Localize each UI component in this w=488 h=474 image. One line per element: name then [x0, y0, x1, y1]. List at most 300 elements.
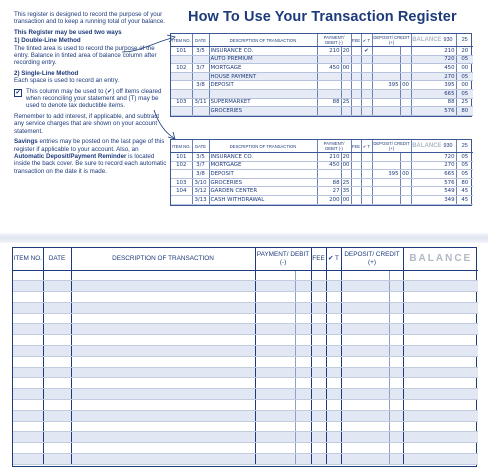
- payment-cents-cell[interactable]: [295, 421, 311, 432]
- balance-cell[interactable]: [403, 443, 478, 454]
- deposit-cents-cell: [400, 72, 411, 81]
- payment-cents-cell: [341, 81, 351, 90]
- check-cell[interactable]: [326, 313, 341, 324]
- date-cell[interactable]: [43, 454, 71, 465]
- item-no-cell[interactable]: [13, 378, 43, 389]
- balance-cell[interactable]: [403, 410, 478, 421]
- check-cell: [361, 170, 372, 179]
- check-cell: [361, 72, 372, 81]
- fee-cell[interactable]: [311, 421, 326, 432]
- payment-cell[interactable]: [255, 367, 295, 378]
- payment-cell[interactable]: [255, 346, 295, 357]
- deposit-cell[interactable]: [341, 432, 389, 443]
- register-row[interactable]: [13, 302, 478, 313]
- fee-cell[interactable]: [311, 454, 326, 465]
- payment-cell: [317, 81, 341, 90]
- item-no-cell[interactable]: [13, 302, 43, 313]
- fee-cell[interactable]: [311, 281, 326, 292]
- item-no-cell[interactable]: [13, 270, 43, 281]
- item-no-cell[interactable]: [13, 335, 43, 346]
- date-cell[interactable]: [43, 400, 71, 411]
- description-cell[interactable]: [71, 378, 255, 389]
- description-cell[interactable]: [71, 270, 255, 281]
- payment-cell[interactable]: [255, 335, 295, 346]
- fee-cell: [351, 153, 361, 162]
- check-cell[interactable]: [326, 378, 341, 389]
- balance-cell: 665: [411, 89, 456, 98]
- description-cell: INSURANCE CO.: [209, 153, 317, 162]
- balance-cell: 450: [411, 64, 456, 73]
- check-cell[interactable]: [326, 356, 341, 367]
- deposit-cents-cell: [400, 153, 411, 162]
- payment-cents-cell[interactable]: [295, 400, 311, 411]
- deposit-cell[interactable]: [341, 400, 389, 411]
- balance-cell[interactable]: [403, 432, 478, 443]
- header-balance-cents: 25: [456, 34, 473, 47]
- payment-cell[interactable]: [255, 389, 295, 400]
- fee-cell[interactable]: [311, 356, 326, 367]
- fee-cell[interactable]: [311, 410, 326, 421]
- item-no-cell[interactable]: [13, 400, 43, 411]
- payment-cell: 27: [317, 187, 341, 196]
- register-row[interactable]: [13, 324, 478, 335]
- deposit-cents-cell: [400, 98, 411, 107]
- item-no-cell: 101: [171, 153, 192, 162]
- item-no-cell: [171, 72, 192, 81]
- description-cell[interactable]: [71, 443, 255, 454]
- deposit-cell[interactable]: [341, 454, 389, 465]
- date-cell[interactable]: [43, 292, 71, 303]
- table-row: [171, 89, 473, 98]
- deposit-cell[interactable]: [341, 346, 389, 357]
- date-cell[interactable]: [43, 378, 71, 389]
- balance-cents-cell: 00: [456, 81, 473, 90]
- deposit-cents-cell[interactable]: [389, 346, 403, 357]
- table-row: [171, 170, 473, 179]
- balance-cell[interactable]: [403, 400, 478, 411]
- item-no-cell: 102: [171, 161, 192, 170]
- payment-cell: [317, 72, 341, 81]
- header-payment: PAYMENT/ DEBIT (-): [317, 34, 351, 47]
- register-row[interactable]: [13, 356, 478, 367]
- payment-cell[interactable]: [255, 378, 295, 389]
- example-table-1: [171, 34, 473, 116]
- item-no-cell: 102: [171, 64, 192, 73]
- page-title: How To Use Your Transaction Register: [188, 9, 457, 25]
- description-cell[interactable]: [71, 346, 255, 357]
- payment-cents-cell[interactable]: [295, 346, 311, 357]
- balance-cell[interactable]: [403, 313, 478, 324]
- register-row[interactable]: [13, 389, 478, 400]
- description-cell[interactable]: [71, 356, 255, 367]
- date-cell[interactable]: [43, 313, 71, 324]
- deposit-cell[interactable]: [341, 367, 389, 378]
- deposit-cents-cell: [400, 89, 411, 98]
- register-row[interactable]: [13, 281, 478, 292]
- fee-cell: [351, 98, 361, 107]
- fee-cell[interactable]: [311, 400, 326, 411]
- balance-cell[interactable]: [403, 356, 478, 367]
- item-no-cell[interactable]: [13, 292, 43, 303]
- date-cell[interactable]: [43, 443, 71, 454]
- description-cell[interactable]: [71, 389, 255, 400]
- balance-cents-cell: 00: [456, 64, 473, 73]
- register-row[interactable]: [13, 346, 478, 357]
- fee-cell[interactable]: [311, 443, 326, 454]
- description-cell[interactable]: [71, 432, 255, 443]
- fee-cell[interactable]: [311, 324, 326, 335]
- balance-cell[interactable]: [403, 367, 478, 378]
- deposit-cell: [372, 107, 400, 116]
- fee-cell[interactable]: [311, 367, 326, 378]
- payment-cents-cell[interactable]: [295, 281, 311, 292]
- deposit-cents-cell[interactable]: [389, 389, 403, 400]
- check-cell: [361, 107, 372, 116]
- check-cell: [361, 195, 372, 204]
- item-no-cell: [171, 81, 192, 90]
- payment-cents-cell[interactable]: [295, 443, 311, 454]
- item-no-cell[interactable]: [13, 281, 43, 292]
- check-cell[interactable]: [326, 432, 341, 443]
- date-cell[interactable]: [43, 335, 71, 346]
- description-cell[interactable]: [71, 292, 255, 303]
- deposit-cell[interactable]: [341, 356, 389, 367]
- checkmark-icon: ✔: [15, 89, 21, 96]
- fee-cell: [351, 72, 361, 81]
- date-cell: 3/7: [192, 64, 209, 73]
- deposit-cell[interactable]: [341, 443, 389, 454]
- double-line-text: The tinted area is used to record the purpose of the entry. Balance in tinted area of balance column after recording entry.: [14, 44, 157, 67]
- item-no-cell[interactable]: [13, 346, 43, 357]
- check-cell[interactable]: [326, 292, 341, 303]
- payment-cell[interactable]: [255, 292, 295, 303]
- deposit-cell: [372, 64, 400, 73]
- check-cell[interactable]: [326, 389, 341, 400]
- item-no-cell[interactable]: [13, 324, 43, 335]
- payment-cell: [317, 107, 341, 116]
- register-row[interactable]: [13, 421, 478, 432]
- register-row[interactable]: [13, 443, 478, 454]
- description-cell[interactable]: [71, 400, 255, 411]
- date-cell: 3/7: [192, 161, 209, 170]
- payment-cents-cell[interactable]: [295, 270, 311, 281]
- date-cell[interactable]: [43, 410, 71, 421]
- payment-cell: 200: [317, 195, 341, 204]
- header-date: DATE: [192, 140, 209, 153]
- fee-cell[interactable]: [311, 270, 326, 281]
- date-cell: [192, 55, 209, 64]
- register-row[interactable]: [13, 432, 478, 443]
- date-cell[interactable]: [43, 356, 71, 367]
- payment-cell[interactable]: [255, 454, 295, 465]
- fee-cell: [351, 89, 361, 98]
- deposit-cell: [372, 187, 400, 196]
- payment-cell[interactable]: [255, 302, 295, 313]
- check-cell: ✔: [361, 47, 372, 56]
- payment-cell[interactable]: [255, 421, 295, 432]
- description-cell: AUTO PREMIUM: [209, 55, 317, 64]
- item-no-cell[interactable]: [13, 313, 43, 324]
- payment-cell[interactable]: [255, 432, 295, 443]
- description-cell[interactable]: [71, 302, 255, 313]
- balance-cents-cell: 05: [456, 153, 473, 162]
- payment-cell: [317, 170, 341, 179]
- deposit-cents-cell[interactable]: [389, 313, 403, 324]
- deposit-cell[interactable]: [341, 313, 389, 324]
- deposit-cell[interactable]: [341, 302, 389, 313]
- check-cell[interactable]: [326, 270, 341, 281]
- description-cell[interactable]: [71, 454, 255, 465]
- register-row[interactable]: [13, 367, 478, 378]
- payment-cents-cell[interactable]: [295, 454, 311, 465]
- check-cell[interactable]: [326, 410, 341, 421]
- deposit-cents-cell[interactable]: [389, 270, 403, 281]
- description-cell[interactable]: [71, 335, 255, 346]
- description-cell: SUPERMARKET: [209, 98, 317, 107]
- item-no-cell[interactable]: [13, 421, 43, 432]
- deposit-cents-cell: [400, 178, 411, 187]
- balance-cents-cell: 20: [456, 47, 473, 56]
- header-item-no: ITEM NO.: [171, 34, 192, 47]
- deposit-cell[interactable]: [341, 281, 389, 292]
- check-cell[interactable]: [326, 443, 341, 454]
- balance-cell: 270: [411, 72, 456, 81]
- balance-cell[interactable]: [403, 302, 478, 313]
- description-cell[interactable]: [71, 281, 255, 292]
- balance-cell: 349: [411, 195, 456, 204]
- register-row[interactable]: [13, 292, 478, 303]
- register-table: [13, 248, 478, 465]
- deposit-cents-cell[interactable]: [389, 432, 403, 443]
- balance-cents-cell: 80: [456, 107, 473, 116]
- register-row[interactable]: [13, 410, 478, 421]
- check-cell[interactable]: [326, 346, 341, 357]
- date-cell[interactable]: [43, 389, 71, 400]
- date-cell: [192, 107, 209, 116]
- payment-cents-cell[interactable]: [295, 313, 311, 324]
- payment-cell[interactable]: [255, 324, 295, 335]
- check-cell[interactable]: [326, 421, 341, 432]
- payment-cents-cell[interactable]: [295, 367, 311, 378]
- deposit-cell[interactable]: [341, 335, 389, 346]
- fee-cell[interactable]: [311, 432, 326, 443]
- payment-cents-cell[interactable]: [295, 378, 311, 389]
- header-payment: PAYMENT/ DEBIT (-): [317, 140, 351, 153]
- payment-cell[interactable]: [255, 443, 295, 454]
- deposit-cents-cell[interactable]: [389, 292, 403, 303]
- deposit-cell[interactable]: [341, 389, 389, 400]
- table-row: [171, 47, 473, 56]
- date-cell[interactable]: [43, 346, 71, 357]
- balance-cell[interactable]: [403, 335, 478, 346]
- date-cell[interactable]: [43, 367, 71, 378]
- payment-cents-cell[interactable]: [295, 335, 311, 346]
- date-cell[interactable]: [43, 324, 71, 335]
- fee-cell: [351, 195, 361, 204]
- date-cell[interactable]: [43, 281, 71, 292]
- balance-cell[interactable]: [403, 421, 478, 432]
- table-row: [171, 161, 473, 170]
- payment-cents-cell: 35: [342, 188, 350, 195]
- balance-cell[interactable]: [403, 292, 478, 303]
- check-cell[interactable]: [326, 302, 341, 313]
- description-cell[interactable]: [71, 367, 255, 378]
- balance-cell[interactable]: [403, 324, 478, 335]
- balance-cents-cell: 25: [456, 98, 473, 107]
- payment-cents-cell[interactable]: [295, 432, 311, 443]
- payment-cents-cell: 20: [342, 47, 350, 54]
- item-no-cell[interactable]: [13, 389, 43, 400]
- arrow-icon: [120, 32, 178, 54]
- check-cell[interactable]: [326, 400, 341, 411]
- register-row[interactable]: [13, 335, 478, 346]
- date-cell: 3/11: [192, 98, 209, 107]
- table-row: [171, 81, 473, 90]
- payment-cents-cell[interactable]: [295, 292, 311, 303]
- balance-cell[interactable]: [403, 378, 478, 389]
- date-cell[interactable]: [43, 432, 71, 443]
- deposit-cents-cell[interactable]: [389, 302, 403, 313]
- check-cell: [361, 98, 372, 107]
- fee-cell[interactable]: [311, 389, 326, 400]
- date-cell: 3/13: [192, 195, 209, 204]
- header-balance: BALANCE 930: [411, 140, 456, 153]
- balance-cents-cell: 05: [456, 72, 473, 81]
- description-cell[interactable]: [71, 410, 255, 421]
- fee-cell: [351, 47, 361, 56]
- payment-cell[interactable]: [255, 270, 295, 281]
- check-cell[interactable]: [326, 454, 341, 465]
- check-cell: [361, 64, 372, 73]
- balance-cell[interactable]: [403, 346, 478, 357]
- payment-cents-cell: [341, 72, 351, 81]
- deposit-cents-cell[interactable]: [389, 400, 403, 411]
- payment-cents-cell: 00: [342, 162, 350, 169]
- fee-cell[interactable]: [311, 335, 326, 346]
- table-row: [171, 195, 473, 204]
- register-row[interactable]: [13, 313, 478, 324]
- deposit-cents-cell[interactable]: [389, 367, 403, 378]
- fee-cell[interactable]: [311, 378, 326, 389]
- payment-cell[interactable]: [255, 410, 295, 421]
- balance-cell[interactable]: [403, 281, 478, 292]
- register-row[interactable]: [13, 378, 478, 389]
- deposit-cents-cell[interactable]: [389, 324, 403, 335]
- deposit-cents-cell[interactable]: [389, 454, 403, 465]
- deposit-cents-cell: [400, 55, 411, 64]
- item-no-cell[interactable]: [13, 443, 43, 454]
- deposit-cell[interactable]: [341, 378, 389, 389]
- table-row: [171, 72, 473, 81]
- register-row[interactable]: [13, 400, 478, 411]
- item-no-cell[interactable]: [13, 454, 43, 465]
- payment-cents-cell[interactable]: [295, 302, 311, 313]
- payment-cell[interactable]: [255, 313, 295, 324]
- header-payment: PAYMENT/ DEBIT (-): [255, 248, 311, 270]
- fee-cell: [351, 161, 361, 170]
- balance-cents-cell: 80: [456, 178, 473, 187]
- table-row: [171, 153, 473, 162]
- description-cell[interactable]: [71, 421, 255, 432]
- deposit-cell: [372, 153, 400, 162]
- register-row[interactable]: [13, 270, 478, 281]
- date-cell[interactable]: [43, 302, 71, 313]
- intro-paragraph: This register is designed to record the purpose of your transaction and to keep a running total of your balance.: [14, 11, 166, 26]
- description-cell: GARDEN CENTER: [209, 187, 317, 196]
- balance-cell: 88: [411, 98, 456, 107]
- fee-cell[interactable]: [311, 302, 326, 313]
- description-cell: INSURANCE CO.: [209, 47, 317, 56]
- description-cell: CASH WITHDRAWAL: [209, 195, 317, 204]
- example-header-row: [171, 34, 473, 47]
- date-cell: 3/5: [192, 153, 209, 162]
- header-check: ✔ T: [326, 248, 341, 270]
- balance-cell: 720: [411, 55, 456, 64]
- check-cell: [361, 55, 372, 64]
- payment-cents-cell[interactable]: [295, 324, 311, 335]
- balance-cell: 665: [411, 170, 456, 179]
- fee-cell[interactable]: [311, 346, 326, 357]
- item-no-cell[interactable]: [13, 356, 43, 367]
- item-no-cell: 103: [171, 98, 192, 107]
- payment-cents-cell[interactable]: [295, 410, 311, 421]
- payment-cell[interactable]: [255, 281, 295, 292]
- balance-cell[interactable]: [403, 454, 478, 465]
- payment-cents-cell[interactable]: [295, 389, 311, 400]
- item-no-cell[interactable]: [13, 410, 43, 421]
- payment-cents-cell[interactable]: [295, 356, 311, 367]
- deposit-cell[interactable]: [341, 421, 389, 432]
- deposit-cell[interactable]: [341, 324, 389, 335]
- check-cell[interactable]: [326, 335, 341, 346]
- date-cell[interactable]: [43, 421, 71, 432]
- table-row: [171, 187, 473, 196]
- deposit-cents-cell[interactable]: [389, 281, 403, 292]
- item-no-cell[interactable]: [13, 367, 43, 378]
- balance-cell: 720: [411, 153, 456, 162]
- deposit-cents-cell[interactable]: [389, 421, 403, 432]
- description-cell[interactable]: [71, 313, 255, 324]
- item-no-cell[interactable]: [13, 432, 43, 443]
- deposit-cell[interactable]: [341, 410, 389, 421]
- deposit-cents-cell[interactable]: [389, 378, 403, 389]
- instructions-panel: [0, 0, 488, 233]
- description-cell[interactable]: [71, 324, 255, 335]
- payment-cell[interactable]: [255, 400, 295, 411]
- check-cell[interactable]: [326, 367, 341, 378]
- check-cell: [361, 153, 372, 162]
- fee-cell[interactable]: [311, 313, 326, 324]
- check-cell[interactable]: [326, 324, 341, 335]
- date-cell: 3/12: [192, 187, 209, 196]
- deposit-cents-cell[interactable]: [389, 356, 403, 367]
- deposit-cents-cell[interactable]: [389, 410, 403, 421]
- payment-cell[interactable]: [255, 356, 295, 367]
- check-cell[interactable]: [326, 281, 341, 292]
- fee-cell: [351, 55, 361, 64]
- fee-cell[interactable]: [311, 292, 326, 303]
- date-cell[interactable]: [43, 270, 71, 281]
- deposit-cents-cell[interactable]: [389, 443, 403, 454]
- deposit-cents-cell[interactable]: [389, 335, 403, 346]
- balance-cents-cell: 45: [456, 187, 473, 196]
- register-row[interactable]: [13, 454, 478, 465]
- header-deposit: DEPOSIT/ CREDIT (+): [373, 141, 410, 151]
- deposit-cell[interactable]: [341, 270, 389, 281]
- deposit-cell[interactable]: [341, 292, 389, 303]
- balance-cell[interactable]: [403, 270, 478, 281]
- balance-cell[interactable]: [403, 389, 478, 400]
